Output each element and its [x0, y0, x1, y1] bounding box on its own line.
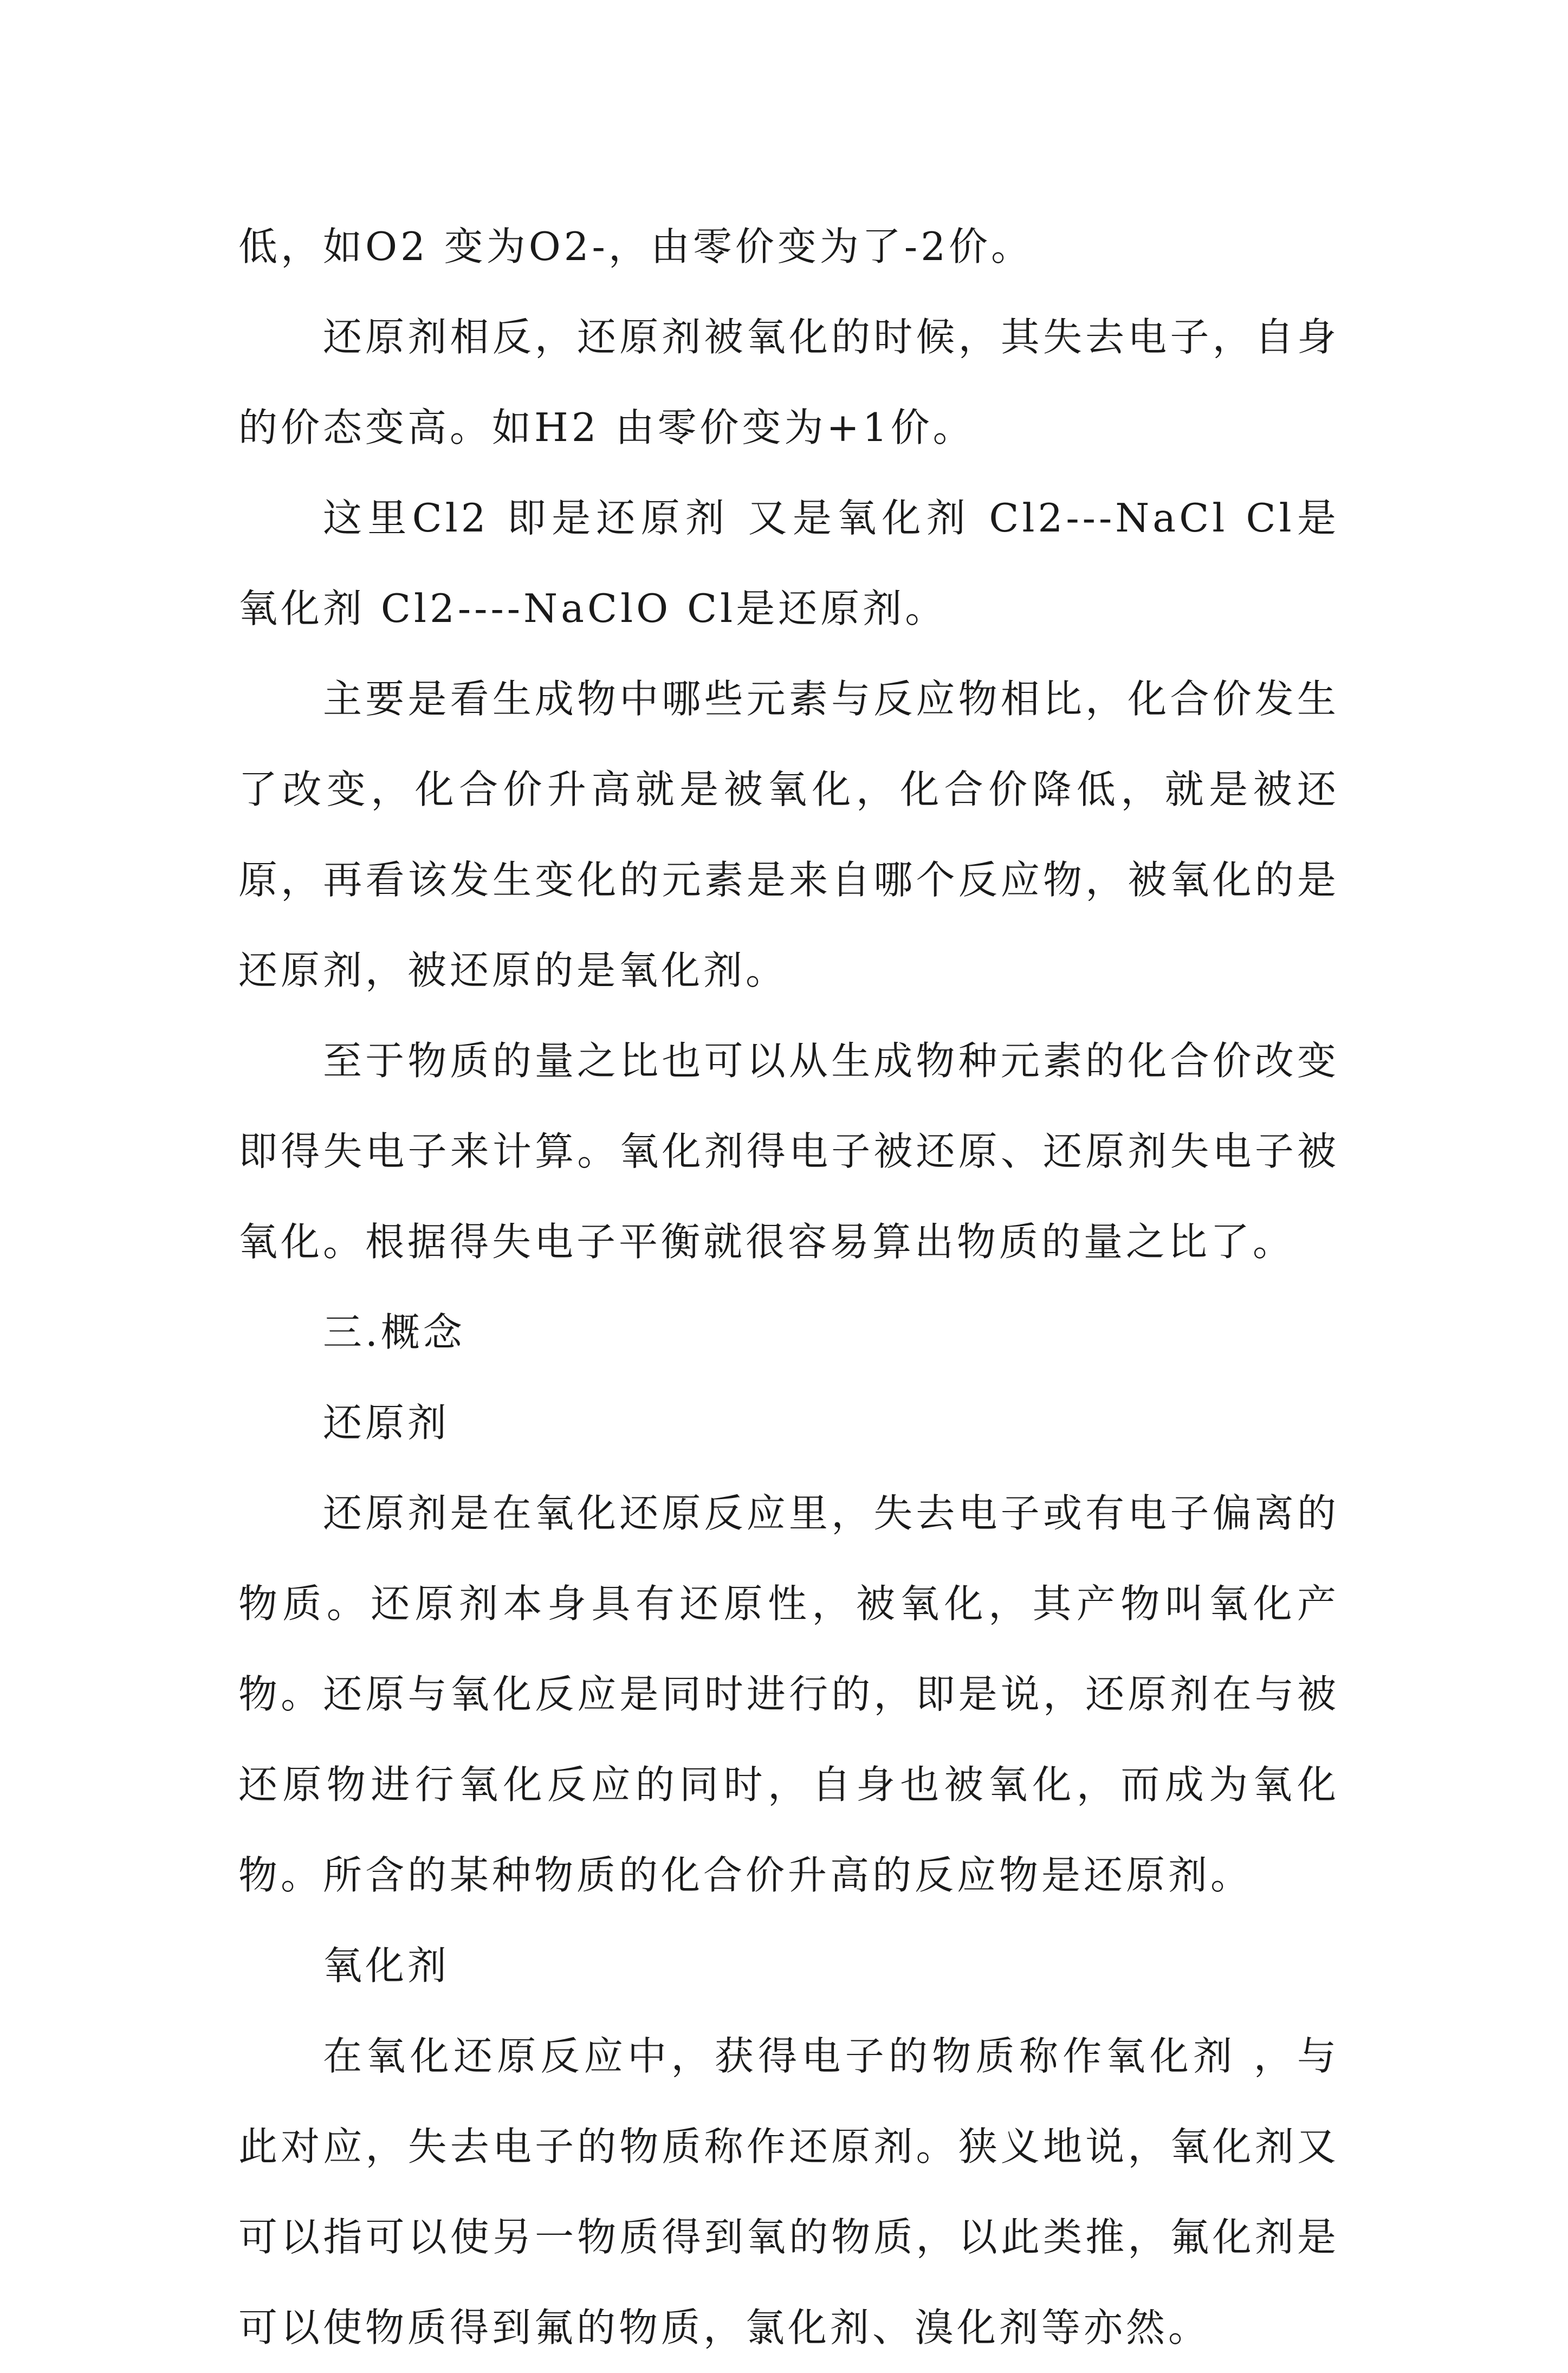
paragraph-reducing-agent-definition: 还原剂是在氧化还原反应里，失去电子或有电子偏离的物质。还原剂本身具有还原性，被氧化，其产物叫氧化产物。还原与氧化反应是同时进行的，即是说，还原剂在与被还原物进行氧化反应的同时，自身也被氧化，而成为氧化物。所含的某种物质的化合价升高的反应物是还原剂。 [238, 1490, 1339, 1898]
subheading-reducing-agent: 还原剂 [323, 1400, 450, 1445]
subheading-oxidizing-agent: 氧化剂 [323, 1943, 450, 1988]
paragraph-cl2-example: 这里Cl2 即是还原剂 又是氧化剂 Cl2---NaCl Cl是氧化剂 Cl2----NaClO Cl是还原剂。 [238, 495, 1339, 631]
paragraph-method: 主要是看生成物中哪些元素与反应物相比，化合价发生了改变，化合价升高就是被氧化，化合价降低，就是被还原，再看该发生变化的元素是来自哪个反应物，被氧化的是还原剂，被还原的是氧化剂。 [238, 676, 1339, 993]
paragraph-reducing-agent-opposite: 还原剂相反，还原剂被氧化的时候，其失去电子，自身的价态变高。如H2 由零价变为+1价。 [238, 314, 1339, 450]
paragraph-oxidizing-agent-definition: 在氧化还原反应中，获得电子的物质称作氧化剂 ，与此对应，失去电子的物质称作还原剂。狭义地说，氧化剂又可以指可以使另一物质得到氧的物质，以此类推，氟化剂是可以使物质得到氟的物质，氯化剂、溴化剂等亦然。 [238, 2033, 1339, 2350]
paragraph-mole-ratio: 至于物质的量之比也可以从生成物种元素的化合价改变即得失电子来计算。氧化剂得电子被还原、还原剂失电子被氧化。根据得失电子平衡就很容易算出物质的量之比了。 [238, 1038, 1339, 1265]
document-body [238, 202, 1339, 2373]
paragraph-continuation: 低，如O2 变为O2-，由零价变为了-2价。 [238, 224, 1034, 269]
section-heading-concepts: 三.概念 [323, 1309, 465, 1355]
